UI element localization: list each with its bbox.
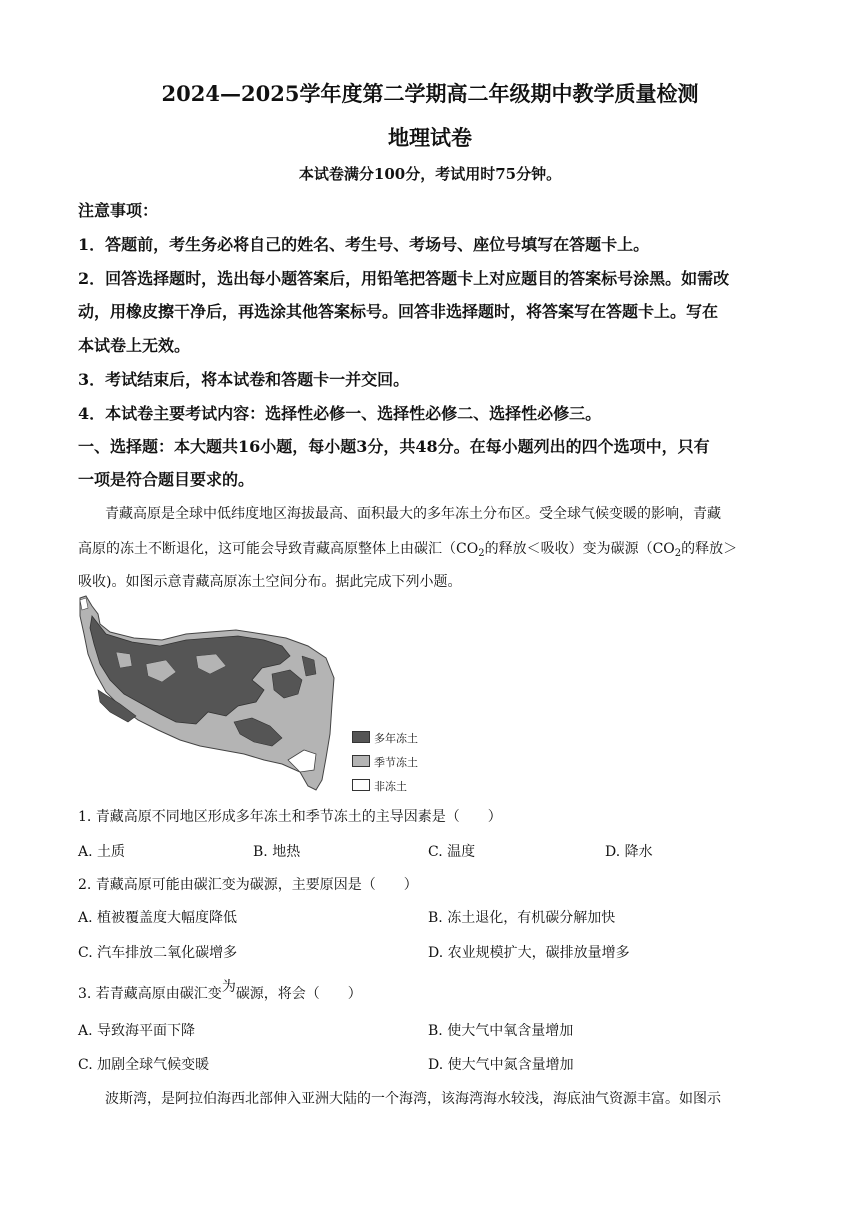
- exam-subtitle: 本试卷满分100分，考试用时75分钟。: [298, 165, 562, 183]
- legend-label: 多年冻土: [374, 732, 418, 745]
- option: A. 导致海平面下降: [78, 1023, 196, 1039]
- tibetan-plateau-map-svg: [76, 594, 436, 806]
- subject-title: 地理试卷: [388, 125, 472, 150]
- note-item: 1．答题前，考生务必将自己的姓名、考生号、考场号、座位号填写在答题卡上。: [78, 235, 650, 254]
- option: B. 地热: [253, 844, 301, 860]
- legend-swatch-permafrost: [352, 731, 370, 743]
- option: A. 土质: [78, 844, 126, 860]
- option: A. 植被覆盖度大幅度降低: [78, 910, 238, 926]
- question-stem: 3. 若青藏高原由碳汇变为碳源，将会（ ）: [78, 979, 362, 1002]
- passage-line: 青藏高原是全球中低纬度地区海拔最高、面积最大的多年冻土分布区。受全球气候变暖的影响，青藏: [105, 506, 721, 522]
- note-item: 3．考试结束后，将本试卷和答题卡一并交回。: [78, 370, 410, 389]
- question-stem: 1. 青藏高原不同地区形成多年冻土和季节冻土的主导因素是（ ）: [78, 809, 502, 825]
- passage-line: 高原的冻土不断退化，这可能会导致青藏高原整体上由碳汇（$CO_2$的释放＜吸收）变为碳源（$CO_2$的释放＞: [78, 541, 738, 559]
- note-item: 本试卷上无效。: [78, 336, 191, 355]
- legend-label: 非冻土: [374, 780, 407, 793]
- option: D. 农业规模扩大，碳排放量增多: [428, 945, 630, 961]
- option: C. 汽车排放二氧化碳增多: [78, 945, 238, 961]
- option: D. 降水: [605, 844, 653, 860]
- passage-line: 波斯湾，是阿拉伯海西北部伸入亚洲大陆的一个海湾，该海湾海水较浅，海底油气资源丰富。如图示: [105, 1091, 721, 1107]
- option: C. 温度: [428, 844, 476, 860]
- section-heading-cont: 一项是符合题目要求的。: [78, 470, 255, 489]
- note-item: 动，用橡皮擦干净后，再选涂其他答案标号。回答非选择题时，将答案写在答题卡上。写在: [78, 302, 719, 321]
- question-stem: 2. 青藏高原可能由碳汇变为碳源，主要原因是（ ）: [78, 877, 418, 893]
- option: D. 使大气中氮含量增加: [428, 1057, 574, 1073]
- note-item: 2．回答选择题时，选出每小题答案后，用铅笔把答题卡上对应题目的答案标号涂黑。如需改: [78, 269, 730, 288]
- option: C. 加剧全球气候变暖: [78, 1057, 210, 1073]
- option: B. 使大气中氧含量增加: [428, 1023, 574, 1039]
- note-item: 4．本试卷主要考试内容：选择性必修一、选择性必修二、选择性必修三。: [78, 404, 602, 423]
- legend-label: 季节冻土: [374, 756, 418, 769]
- exam-title: 2024—2025学年度第二学期高二年级期中教学质量检测: [161, 81, 699, 106]
- notes-heading: 注意事项：: [78, 201, 159, 220]
- passage-line: 吸收)。如图示意青藏高原冻土空间分布。据此完成下列小题。: [78, 574, 462, 590]
- legend-swatch-nonfrozen: [352, 779, 370, 791]
- legend-swatch-seasonal: [352, 755, 370, 767]
- permafrost-map: [76, 594, 436, 806]
- section-heading: 一、选择题：本大题共16小题，每小题3分，共48分。在每小题列出的四个选项中，只有: [78, 437, 710, 456]
- option: B. 冻土退化，有机碳分解加快: [428, 910, 616, 926]
